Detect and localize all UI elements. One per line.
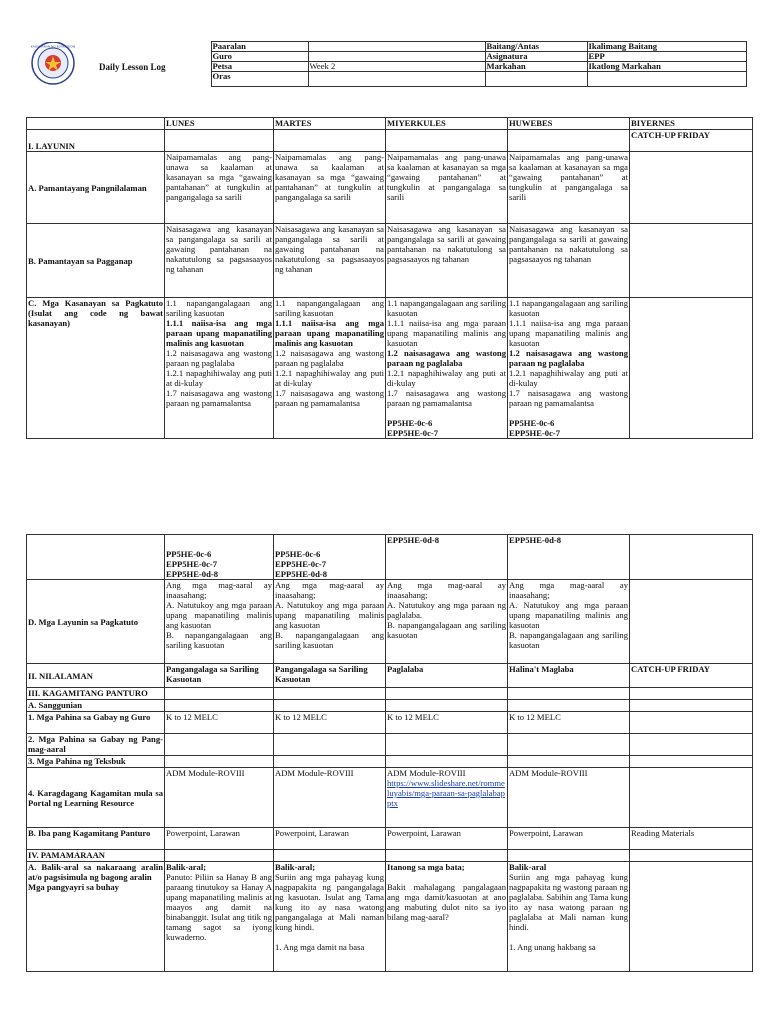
kasanayan-item: 1.1.1 naiisa-isa ang mga paraan upang mapanatiling malinis ang kasuotan [166,318,272,348]
competency-code: PP5HE-0c-6 [509,418,555,428]
empty-cell [386,756,508,768]
empty-cell [508,734,630,756]
spacer [509,932,628,942]
empty-cell [27,535,165,580]
layunin-a: A. Natutukoy ang mga paraan ng paglalaba. [387,600,506,620]
codes-lunes [165,535,274,580]
kasanayan-lunes [165,298,274,439]
karagdagang-huwebes: ADM Module-ROVIII [508,768,630,828]
pagganap-miyerkules: Naisasagawa ang kasanayan sa pangangalaga sa sarili at gawaing pantahanan na nakatutulong sa pagsasaayos ng tahanan [386,224,508,298]
empty-cell [630,535,753,580]
empty-cell [630,850,753,862]
pamantayan-martes: Naipamamalas ang pang-unawa sa kaalaman at kasanayan sa mga “gawaing pantahanan” at tungkulin at pangangalaga sa sarili [274,152,386,224]
kasanayan-item: 1.2 naisasagawa ang wastong paraan ng paglalaba [166,348,272,368]
empty-cell [274,130,386,152]
balik-text: Bakit mahalagang pangalagaan ang mga damit/kasuotan at ano ang mabuting dulot nito sa iyo bilang mag-aaral? [387,882,506,922]
row-label-pamantayan-pagganap: B. Pamantayan sa Pagganap [27,224,165,298]
empty-cell [630,152,753,224]
empty-cell [630,580,753,664]
empty-cell [274,756,386,768]
balik-label-sub: Mga pangyayri sa buhay [28,882,119,892]
value-guro [308,52,485,62]
codes-miyerkules: EPP5HE-0d-8 [386,535,508,580]
layunin-intro: Ang mga mag-aaral ay inaasahang; [166,580,272,600]
empty-cell [386,130,508,152]
spacer [387,872,506,882]
layunin-huwebes [508,580,630,664]
empty-cell [630,756,753,768]
gabay-guro-lunes: K to 12 MELC [165,712,274,734]
kasanayan-item: 1.2 naisasagawa ang wastong paraan ng paglalaba [275,348,384,368]
balik-miyerkules [386,862,508,972]
section-layunin: I. LAYUNIN [27,130,165,152]
row-label-gabay-mag-aaral: 2. Mga Pahina sa Gabay ng Pang-mag-aaral [28,734,163,754]
gabay-guro-martes: K to 12 MELC [274,712,386,734]
empty-cell [630,768,753,828]
competency-code: PP5HE-0c-6 [275,549,321,559]
iba-martes: Powerpoint, Larawan [274,828,386,850]
kasanayan-item: 1.1 napangangalagaan ang sariling kasuotan [387,298,506,318]
balik-title: Balik-aral; [166,862,207,872]
layunin-intro: Ang mga mag-aaral ay inaasahang; [275,580,384,600]
empty-cell [386,734,508,756]
empty-cell [508,756,630,768]
kasanayan-item: 1.2.1 napaghihiwalay ang puti at di-kulay [509,368,628,388]
lesson-table-page1 [26,117,753,439]
label-paaralan: Paaralan [211,42,308,52]
iba-miyerkules: Powerpoint, Larawan [386,828,508,850]
header-empty-value [587,72,746,87]
slideshare-link[interactable]: https://www.slideshare.net/rommeluyabis/mga-paraan-sa-paglalabapptx [387,778,505,808]
layunin-miyerkules [386,580,508,664]
row-label-teksbuk: 3. Mga Pahina ng Teksbuk [27,756,165,768]
label-oras: Oras [211,72,308,87]
row-label-kasanayan: C. Mga Kasanayan sa Pagkatuto (Isulat ang code ng bawat kasanayan) [27,298,165,439]
empty-cell [274,688,386,700]
header-table [26,41,747,87]
pagganap-huwebes: Naisasagawa ang kasanayan sa pangangalaga sa sarili at gawaing pantahanan na nakatutulong sa pagsasaayos ng tahanan [508,224,630,298]
empty-cell [274,700,386,712]
value-paaralan [308,42,485,52]
empty-cell [165,734,274,756]
balik-huwebes [508,862,630,972]
balik-text: Panuto: Piliin sa Hanay B ang paraang tinutukoy sa Hanay A upang mapanatiling malinis at maayos ang damit na binabanggit. Isulat ang titik ng tamang sagot sa iyong kuwaderno. [166,872,272,942]
competency-code: EPP5HE-0c-7 [387,428,439,438]
balik-text: Suriin ang mga pahayag kung nagpapakita ng wastong paraan ng paglalaba. Sabihin ang Tama kung ito ay nasa watong paraan ng paglalaba at Mali naman kung hindi. [509,872,628,932]
kasanayan-item: 1.2.1 napaghihiwalay ang puti at di-kulay [275,368,384,388]
module-label: ADM Module-ROVIII [387,768,466,778]
competency-code: EPP5HE-0d-8 [166,569,219,579]
day-header-biyernes: BIYERNES [630,118,753,130]
section-kagamitan: III. KAGAMITANG PANTURO [27,688,165,700]
layunin-b: B. napangangalagaan ang sariling kasuotan [275,630,384,650]
header-empty-label [485,72,587,87]
karagdagang-miyerkules [386,768,508,828]
empty-cell [630,734,753,756]
empty-cell [165,850,274,862]
balik-title: Balik-aral [509,862,547,872]
section-pamamaraan: IV. PAMAMARAAN [27,850,165,862]
iba-lunes: Powerpoint, Larawan [165,828,274,850]
empty-cell [274,734,386,756]
nilalaman-biyernes: CATCH-UP FRIDAY [630,664,753,688]
empty-cell [165,700,274,712]
balik-martes [274,862,386,972]
kasanayan-huwebes [508,298,630,439]
kasanayan-item: 1.7 naisasagawa ang wastong paraan ng pamamalantsa [387,388,506,408]
row-label-balik-aral [27,862,165,972]
kasanayan-item: 1.2.1 napaghihiwalay ang puti at di-kulay [166,368,272,388]
balik-label: A. Balik-aral sa nakaraang aralin at/o pagsisimula ng bagong aralin [28,862,163,882]
layunin-b: B. napangangalagaan ang sariling kasuotan [387,620,506,640]
layunin-a: A. Natutukoy ang mga paraan upang mapanatiling malinis ang kasuotan [509,600,628,630]
row-label-layunin-pagkatuto: D. Mga Layunin sa Pagkatuto [27,580,165,664]
iba-huwebes: Powerpoint, Larawan [508,828,630,850]
gabay-guro-huwebes: K to 12 MELC [508,712,630,734]
karagdagang-martes: ADM Module-ROVIII [274,768,386,828]
kasanayan-item: 1.7 naisasagawa ang wastong paraan ng pamamalantsa [509,388,628,408]
competency-code: PP5HE-0c-6 [387,418,433,428]
layunin-intro: Ang mga mag-aaral ay inaasahang; [387,580,506,600]
balik-lunes [165,862,274,972]
balik-title: Balik-aral; [275,862,316,872]
logo-cell [26,42,211,87]
day-header-martes: MARTES [274,118,386,130]
layunin-a: A. Natutukoy ang mga paraan upang mapanatiling malinis ang kasuotan [166,600,272,630]
layunin-martes [274,580,386,664]
empty-cell [386,700,508,712]
kasanayan-item: 1.2 naisasagawa ang wastong paraan ng paglalaba [509,348,628,368]
row-label-gabay-guro: 1. Mga Pahina sa Gabay ng Guro [27,712,165,734]
kasanayan-item: 1.1.1 naiisa-isa ang mga paraan upang mapanatiling malinis ang kasuotan [387,318,506,348]
iba-biyernes: Reading Materials [630,828,753,850]
empty-cell [630,712,753,734]
kasanayan-item: 1.2 naisasagawa ang wastong paraan ng paglalaba [387,348,506,368]
label-asignatura: Asignatura [485,52,587,62]
pamantayan-huwebes: Naipamamalas ang pang-unawa sa kaalaman at kasanayan sa mga “gawaing pantahanan” at tungkulin at pangangalaga sa sarili [508,152,630,224]
empty-cell [630,224,753,298]
empty-cell [630,298,753,439]
day-header-miyerkules: MIYERKULES [386,118,508,130]
competency-code: EPP5HE-0c-7 [509,428,561,438]
document-title: Daily Lesson Log [99,61,166,72]
competency-code: EPP5HE-0d-8 [275,569,328,579]
empty-cell [508,130,630,152]
kasanayan-item: 1.1 napangangalagaan ang sariling kasuotan [509,298,628,318]
section-nilalaman: II. NILALAMAN [27,664,165,688]
spacer [275,932,384,942]
row-label-iba-pang-kagamitan: B. Iba pang Kagamitang Panturo [27,828,165,850]
empty-cell [630,688,753,700]
row-label-karagdagang-kagamitan: 4. Karagdagang Kagamitan mula sa Portal ng Learning Resource [27,768,165,828]
nilalaman-huwebes: Halina't Maglaba [508,664,630,688]
corner-cell [27,118,165,130]
lesson-table-page2 [26,534,753,972]
layunin-intro: Ang mga mag-aaral ay inaasahang; [509,580,628,600]
competency-code: PP5HE-0c-6 [166,549,212,559]
value-oras [308,72,485,87]
label-petsa: Petsa [211,62,308,72]
kasanayan-item: 1.1 napangangalagaan ang sariling kasuotan [275,298,384,318]
svg-text:KAGAWARAN NG EDUKASYON: KAGAWARAN NG EDUKASYON [31,44,75,48]
spacer [509,408,628,418]
kasanayan-miyerkules [386,298,508,439]
kasanayan-item: 1.1 napangangalagaan ang sariling kasuotan [166,298,272,318]
empty-cell [630,700,753,712]
nilalaman-martes: Pangangalaga sa Sariling Kasuotan [274,664,386,688]
value-asignatura: EPP [587,52,746,62]
pamantayan-miyerkules: Naipamamalas ang pang-unawa sa kaalaman at kasanayan sa mga “gawaing pantahanan” at tungkulin at pangangalaga sa sarili [386,152,508,224]
empty-cell [165,688,274,700]
balik-text: Suriin ang mga pahayag kung nagpapakita ng pangangalaga ng kasuotan. Isulat ang Tama kung ito ay nasa watong pangangalaga at Mali naman kung hindi. [275,872,384,932]
layunin-b: B. napangangalagaan ang sariling kasuotan [166,630,272,650]
label-markahan: Markahan [485,62,587,72]
deped-seal-icon [31,42,75,85]
empty-cell [630,862,753,972]
label-guro: Guro [211,52,308,62]
competency-code: EPP5HE-0c-7 [166,559,218,569]
empty-cell [508,700,630,712]
empty-cell [165,756,274,768]
spacer [387,408,506,418]
nilalaman-lunes: Pangangalaga sa Sariling Kasuotan [165,664,274,688]
balik-item: 1. Ang mga damit na basa [275,942,365,952]
pamantayan-lunes: Naipamamalas ang pang-unawa sa kaalaman at kasanayan sa mga “gawaing pantahanan” at tungkulin at pangangalaga sa sarili [165,152,274,224]
empty-cell [274,850,386,862]
balik-title: Itanong sa mga bata; [387,862,465,872]
catchup-label: CATCH-UP FRIDAY [630,130,753,152]
layunin-lunes [165,580,274,664]
kasanayan-item: 1.7 naisasagawa ang wastong paraan ng pamamalantsa [166,388,272,408]
codes-huwebes: EPP5HE-0d-8 [508,535,630,580]
empty-cell [508,850,630,862]
day-header-huwebes: HUWEBES [508,118,630,130]
layunin-a: A. Natutukoy ang mga paraan upang mapanatiling malinis ang kasuotan [275,600,384,630]
competency-code: EPP5HE-0c-7 [275,559,327,569]
row-label-sanggunian: A. Sanggunian [27,700,165,712]
empty-cell [508,688,630,700]
empty-cell [386,688,508,700]
layunin-b: B. napangangalagaan ang sariling kasuotan [509,630,628,650]
kasanayan-item: 1.2.1 napaghihiwalay ang puti at di-kulay [387,368,506,388]
day-header-lunes: LUNES [165,118,274,130]
value-petsa: Week 2 [308,62,485,72]
empty-cell [165,130,274,152]
value-markahan: Ikatlong Markahan [587,62,746,72]
empty-cell [386,850,508,862]
codes-martes [274,535,386,580]
balik-item: 1. Ang unang hakbang sa [509,942,596,952]
label-baitang: Baitang/Antas [485,42,587,52]
kasanayan-martes [274,298,386,439]
row-label-pamantayang-pangnilalaman: A. Pamantayang Pangnilalaman [27,152,165,224]
kasanayan-item: 1.1.1 naiisa-isa ang mga paraan upang mapanatiling malinis ang kasuotan [275,318,384,348]
karagdagang-lunes: ADM Module-ROVIII [165,768,274,828]
nilalaman-miyerkules: Paglalaba [386,664,508,688]
pagganap-lunes: Naisasagawa ang kasanayan sa pangangalaga sa sarili at gawaing pantahanan na nakatutulong sa pagsasaayos ng tahanan [165,224,274,298]
value-baitang: Ikalimang Baitang [587,42,746,52]
pagganap-martes: Naisasagawa ang kasanayan sa pangangalaga sa sarili at gawaing pantahanan na nakatutulong sa pagsasaayos ng tahanan [274,224,386,298]
gabay-guro-miyerkules: K to 12 MELC [386,712,508,734]
kasanayan-item: 1.1.1 naiisa-isa ang mga paraan upang mapanatiling malinis ang kasuotan [509,318,628,348]
kasanayan-item: 1.7 naisasagawa ang wastong paraan ng pamamalantsa [275,388,384,408]
